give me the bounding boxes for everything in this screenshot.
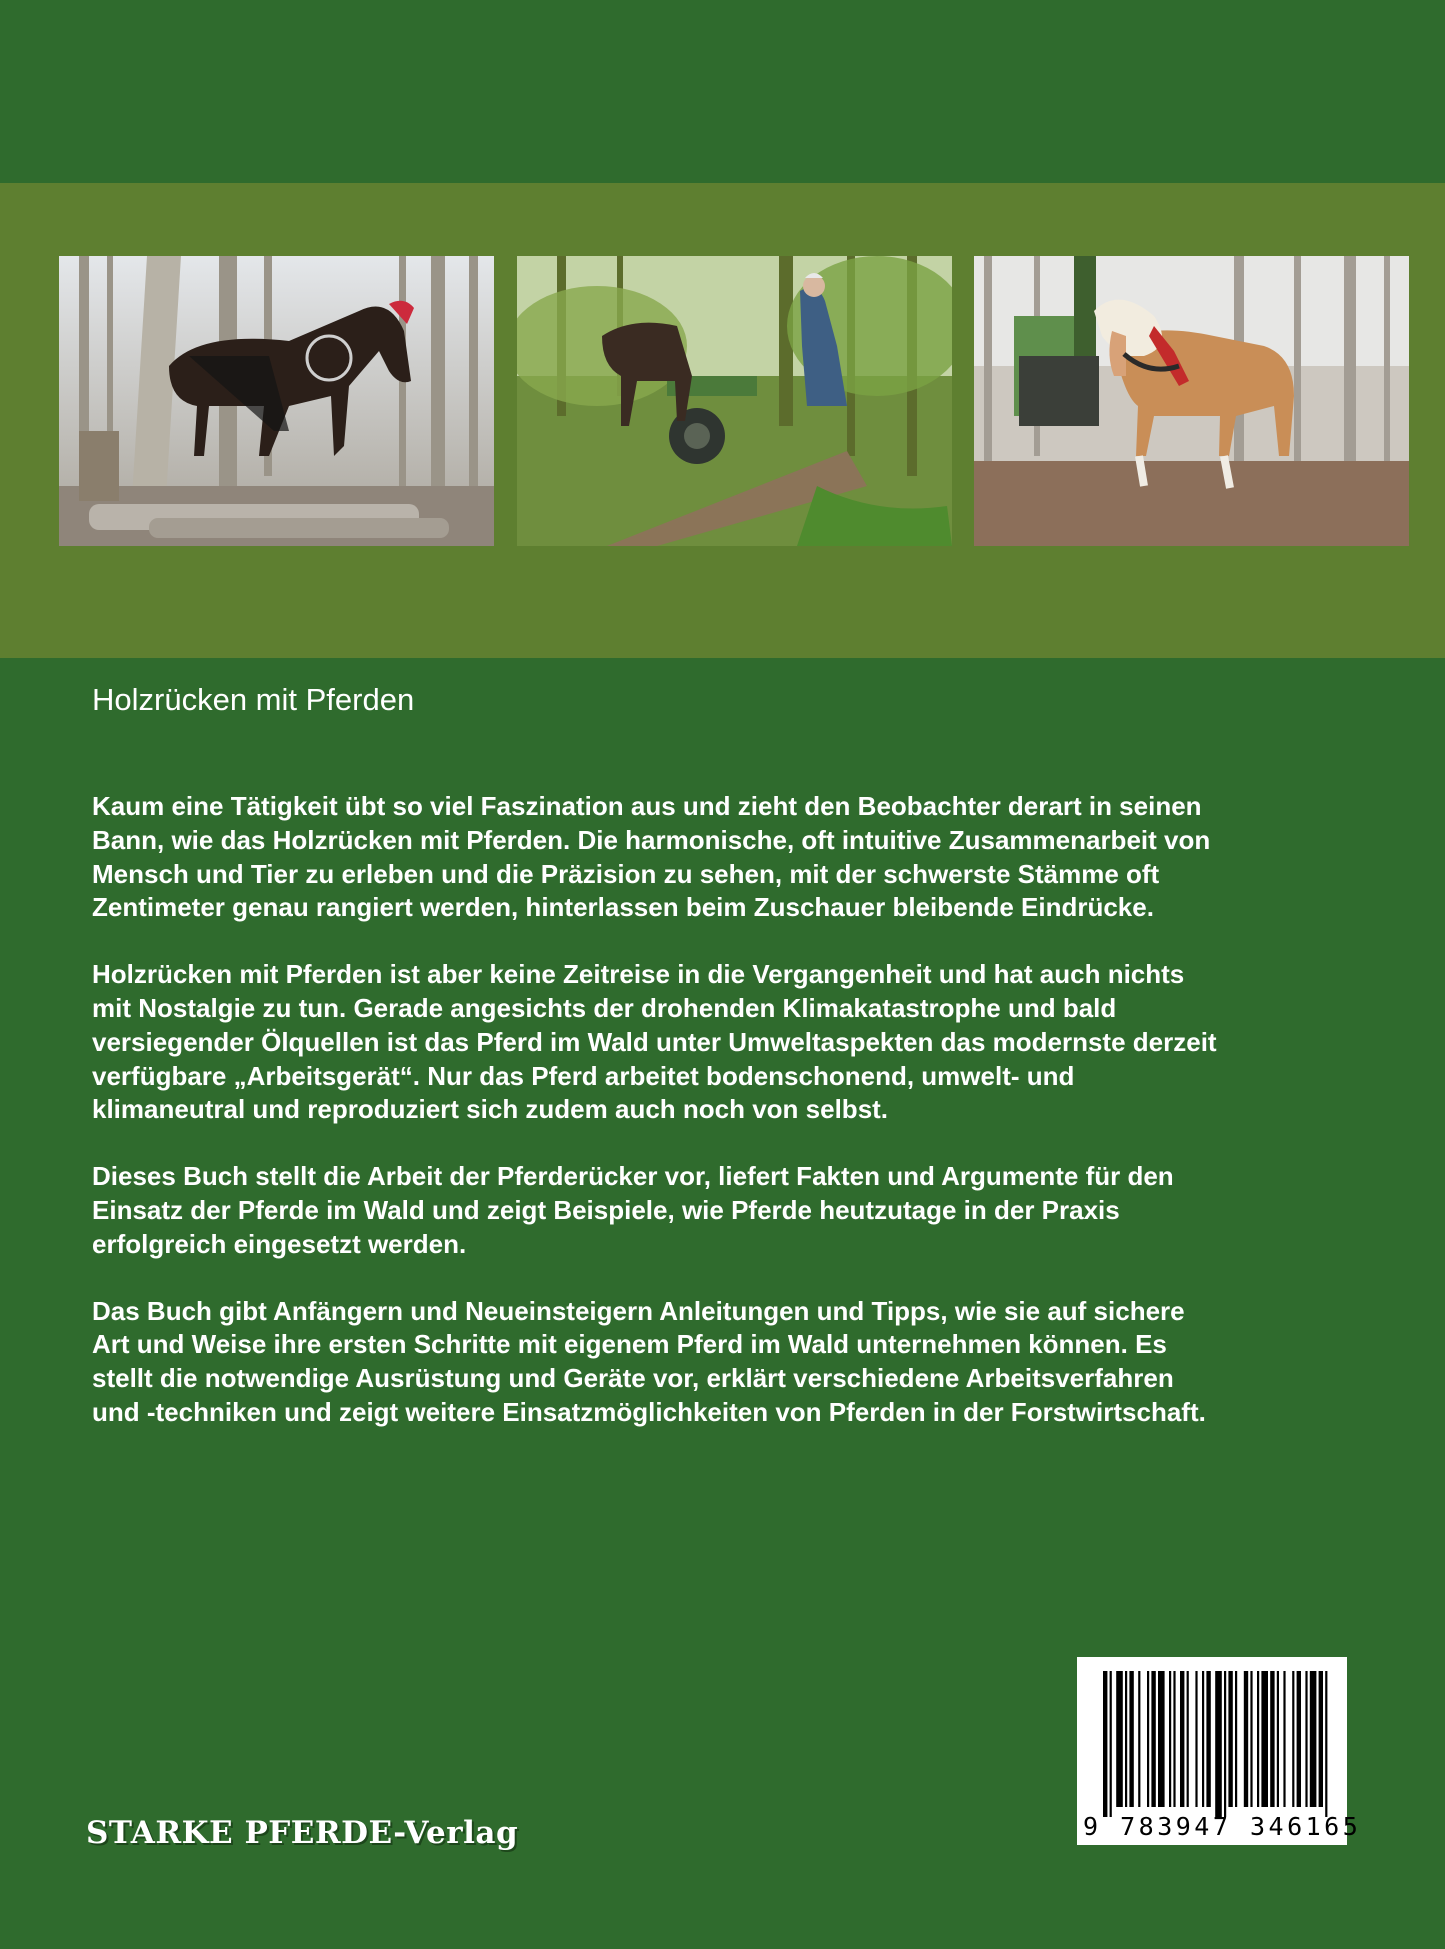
barcode-bar [1195,1671,1197,1807]
barcode-bar [1325,1671,1327,1817]
barcode-bar [1202,1671,1204,1807]
horse-dark-logging-photo [59,256,494,546]
barcode-bar [1215,1671,1222,1817]
paragraph: Holzrücken mit Pferden ist aber keine Zeitreise in die Vergangenheit und hat auch nichts mit Nostalgie zu tun. Gerade angesichts der drohenden Klimakatastrophe und bald versiegender Ölquellen ist das Pferd im Wald unter Umweltaspekten das modernste derzeit verfügbare „Arbeitsgerät“. Nur das Pferd arbeitet bodenschonend, umwelt- und klimaneutral und reproduziert sich zudem auch noch von selbst. [92,959,1217,1125]
paragraph: Kaum eine Tätigkeit übt so viel Faszination aus und zieht den Beobachter derart in seinen Bann, wie das Holzrücken mit Pferden. Die harmonische, oft intuitive Zusammenarbeit von Mensch und Tier zu erleben und die Präzision zu sehen, mit der schwerste Stämme oft Zentimeter genau rangiert werden, hinterlassen beim Zuschauer bleibende Eindrücke. [92,791,1211,923]
barcode-bar [1261,1671,1268,1807]
page-title: Holzrücken mit Pferden [92,682,415,717]
barcode-bar [1224,1671,1226,1817]
horse-logging-cart-photo [517,256,952,546]
isbn-barcode [1077,1657,1362,1845]
barcode-bar [1244,1671,1248,1807]
barcode-bar [1129,1671,1133,1807]
barcode-bar [1310,1671,1317,1807]
barcode-bar [1270,1671,1274,1807]
barcode-bar [1277,1671,1279,1807]
barcode-bar [1158,1671,1165,1807]
barcode-bar [1116,1671,1123,1807]
barcode-bar [1173,1671,1175,1807]
barcode-bar [1297,1671,1301,1807]
description-text [92,790,1222,1463]
barcode-bar [1147,1671,1149,1807]
barcode-bar [1169,1671,1171,1807]
barcode-bar [1103,1671,1107,1817]
barcode-bar [1228,1671,1232,1807]
barcode-bar [1292,1671,1294,1807]
barcode-bar [1305,1671,1307,1807]
barcode-bar [1235,1671,1237,1807]
barcode-bar [1151,1671,1155,1807]
barcode-bar [1138,1671,1140,1807]
barcode-bar [1257,1671,1259,1807]
publisher-logo: STARKE PFERDE-Verlag [86,1815,519,1851]
barcode-bar [1110,1671,1112,1817]
paragraph: Dieses Buch stellt die Arbeit der Pferderücker vor, liefert Fakten und Argumente für den Einsatz der Pferde im Wald und zeigt Beispiele, wie Pferde heutzutage in der Praxis erfolgreich eingesetzt werden. [92,1161,1174,1259]
barcode-bar [1206,1671,1210,1807]
paragraph: Das Buch gibt Anfängern und Neueinsteigern Anleitungen und Tipps, wie sie auf sichere Art und Weise ihre ersten Schritte mit eigenem Pferd im Wald unternehmen können. Es stellt die notwendige Ausrüstung und Geräte vor, erklärt verschiedene Arbeitsverfahren und -techniken und zeigt weitere Einsatzmöglichkeiten von Pferden in der Forstwirtschaft. [92,1295,1206,1427]
barcode-bar [1250,1671,1252,1807]
barcode-bar [1180,1671,1184,1807]
barcode-bar [1283,1671,1285,1807]
barcode-bars [1077,1657,1347,1817]
horse-harvester-photo [974,256,1409,546]
photo-band [0,183,1445,658]
barcode-bar [1319,1671,1323,1807]
barcode-bar [1125,1671,1127,1807]
barcode-bar [1187,1671,1189,1807]
isbn-digits: 9 783947 346165 [1083,1812,1362,1841]
